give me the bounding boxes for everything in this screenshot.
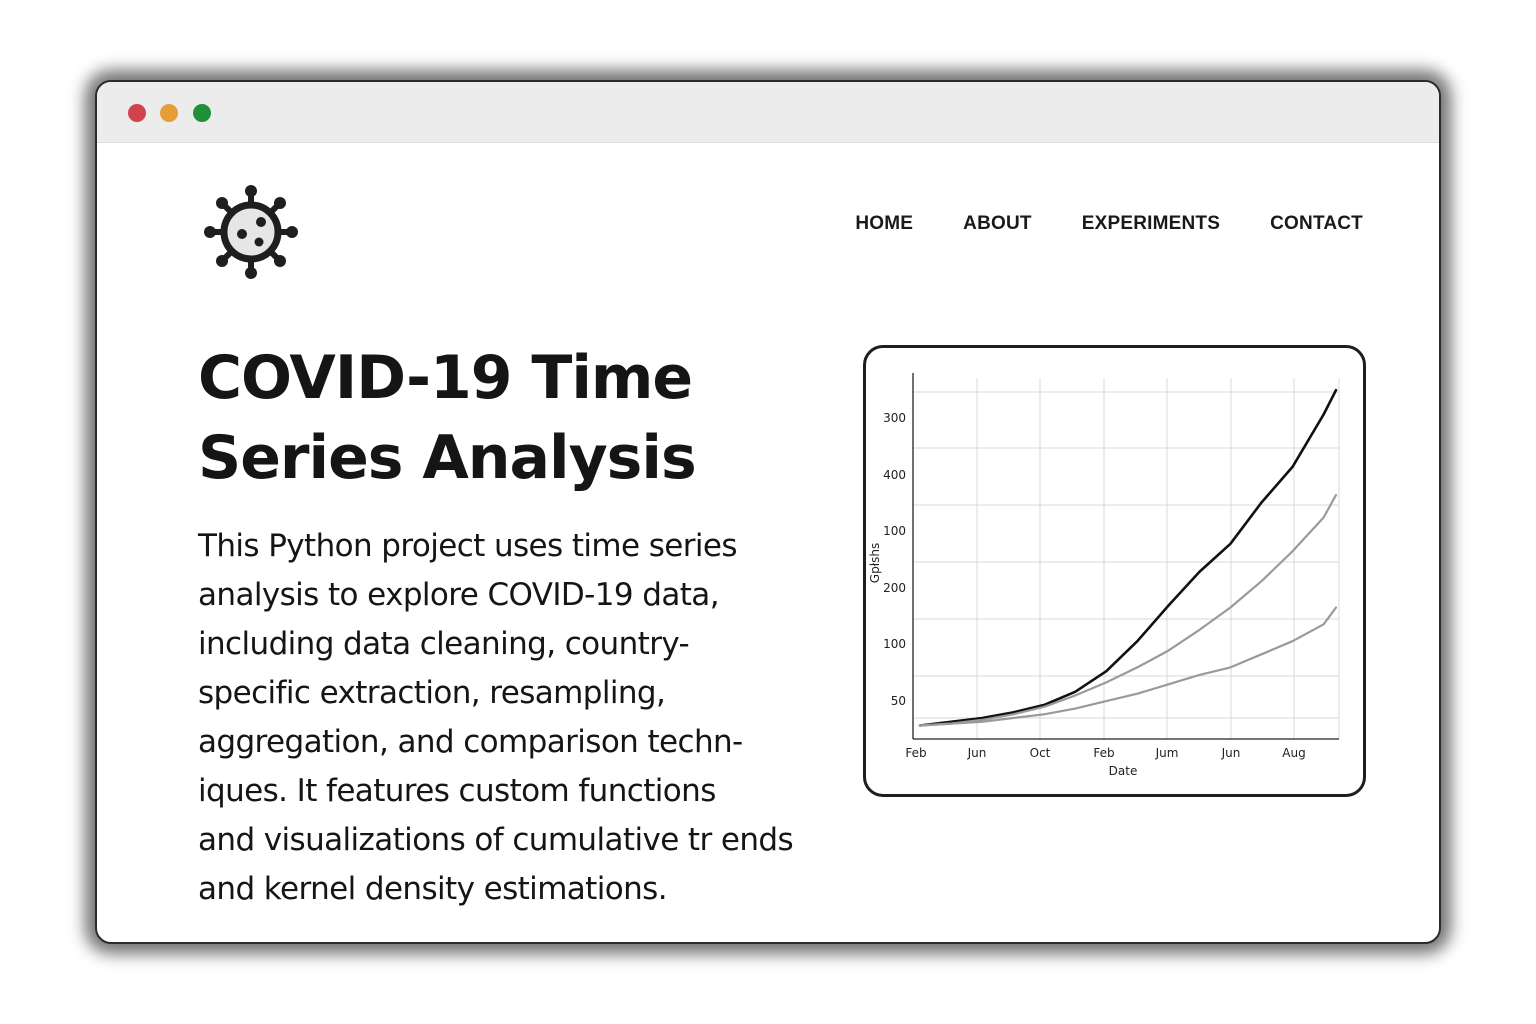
x-tick-label: Feb — [1093, 746, 1115, 760]
main-navigation — [855, 213, 1363, 235]
x-tick-label: Feb — [905, 746, 927, 760]
x-tick-label: Jun — [967, 746, 987, 760]
time-series-chart — [866, 348, 1363, 794]
description-line: including data cleaning, country- — [198, 626, 690, 662]
description-line: iques. It features custom functions — [198, 773, 716, 809]
y-tick-label: 300 — [883, 411, 906, 425]
description-line: This Python project uses time series — [198, 528, 737, 564]
page-title — [198, 338, 838, 498]
y-tick-label: 50 — [890, 694, 906, 708]
x-tick-label: Jum — [1155, 746, 1179, 760]
description-line: and kernel density estimations. — [198, 871, 667, 907]
nav-contact[interactable]: CONTACT — [1270, 213, 1363, 234]
y-axis-label: Gpłshs — [868, 542, 882, 584]
series-line-2 — [920, 495, 1336, 726]
close-window-button[interactable] — [128, 104, 146, 122]
x-axis-label: Date — [1108, 764, 1138, 778]
maximize-window-button[interactable] — [193, 104, 211, 122]
x-tick-label: Oct — [1029, 746, 1051, 760]
window-titlebar — [97, 82, 1439, 143]
page-title-line-2: Series Analysis — [198, 423, 696, 493]
y-tick-label: 200 — [883, 581, 906, 595]
nav-experiments[interactable]: EXPERIMENTS — [1081, 213, 1221, 234]
time-series-chart-card — [863, 345, 1366, 797]
description-line: analysis to explore COVID-19 data, — [198, 577, 719, 613]
minimize-window-button[interactable] — [160, 104, 178, 122]
browser-window — [95, 80, 1441, 944]
y-tick-label: 400 — [883, 468, 906, 482]
x-tick-label: Jun — [1221, 746, 1241, 760]
series-line-3 — [920, 608, 1336, 726]
y-tick-label: 100 — [883, 637, 906, 651]
description-line: and visualizations of cumulative tr ends — [198, 822, 794, 858]
nav-about[interactable]: ABOUT — [963, 213, 1032, 234]
y-tick-label: 100 — [883, 524, 906, 538]
project-description — [198, 522, 858, 914]
nav-home[interactable]: HOME — [855, 213, 914, 234]
x-tick-label: Aug — [1282, 746, 1306, 760]
series-line-1 — [920, 390, 1336, 725]
virus-icon[interactable] — [201, 182, 301, 282]
description-line: aggregation, and comparison techn- — [198, 724, 743, 760]
page-title-line-1: COVID-19 Time — [198, 343, 693, 413]
description-line: specific extraction, resampling, — [198, 675, 666, 711]
